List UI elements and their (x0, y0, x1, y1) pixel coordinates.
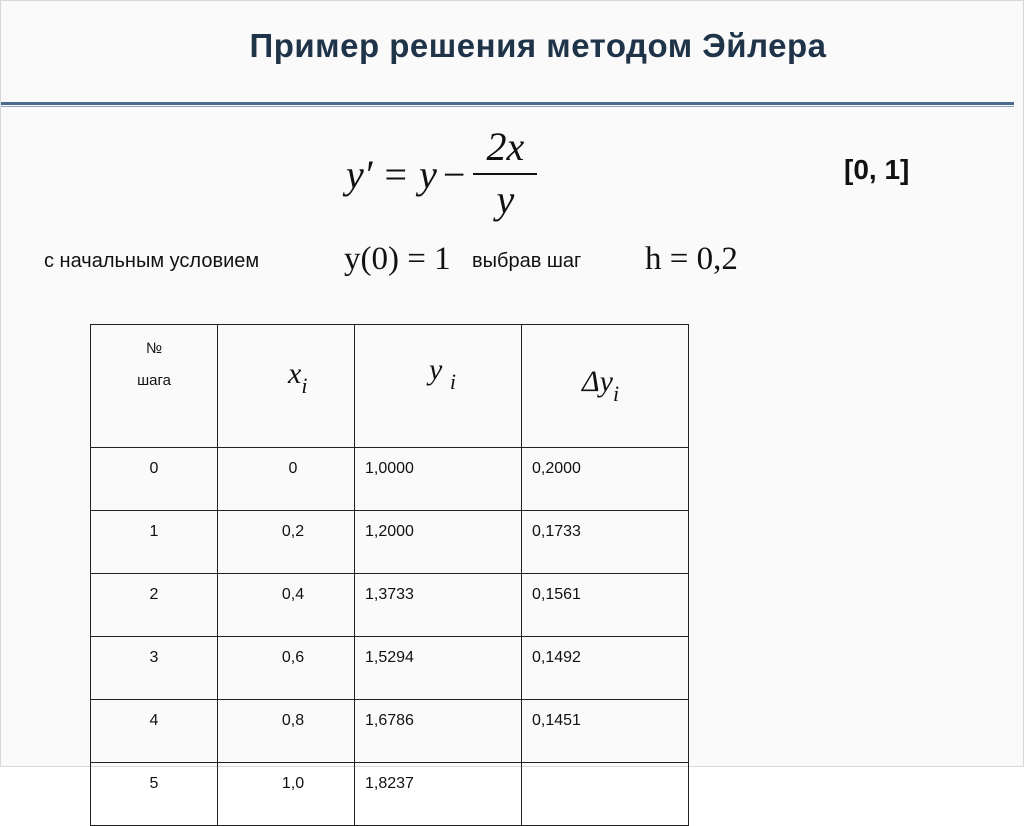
cell-x: 0,2 (218, 511, 355, 574)
cell-step: 5 (91, 763, 218, 826)
header-step-line1: № (145, 340, 163, 357)
header-x-base: x (288, 357, 302, 390)
cell-x: 0,8 (218, 700, 355, 763)
euler-table (90, 324, 689, 826)
table-row (91, 637, 689, 700)
cell-x: 1,0 (218, 763, 355, 826)
fraction-numerator: 2x (486, 124, 525, 169)
cell-dy: 0,1561 (522, 574, 689, 637)
cell-y: 1,3733 (355, 574, 522, 637)
table-row (91, 763, 689, 826)
cell-y: 1,8237 (355, 763, 522, 826)
cell-step: 3 (91, 637, 218, 700)
header-dy-symbol (582, 365, 619, 407)
initial-condition-label: с начальным условием (44, 250, 260, 272)
header-x-sub: i (301, 373, 308, 398)
slide-title: Пример решения методом Эйлера (249, 27, 827, 64)
equation-minus: − (442, 151, 466, 197)
cell-dy (522, 763, 689, 826)
title-divider-thin (1, 106, 1014, 107)
cell-step: 4 (91, 700, 218, 763)
table-row (91, 574, 689, 637)
cell-y: 1,2000 (355, 511, 522, 574)
header-delta-y (522, 325, 689, 448)
header-dy-base: Δy (582, 365, 613, 398)
interval-label: [0, 1] (844, 154, 910, 185)
header-y-base: y (429, 353, 443, 386)
table-row (91, 448, 689, 511)
title-divider-thick (1, 102, 1014, 105)
step-value (645, 241, 738, 278)
cell-dy: 0,1451 (522, 700, 689, 763)
cell-dy: 0,2000 (522, 448, 689, 511)
header-y-symbol (429, 353, 456, 395)
header-step-line2: шага (137, 372, 171, 389)
cell-y: 1,0000 (355, 448, 522, 511)
initial-condition-text: y(0) = 1 (344, 241, 451, 277)
cell-step: 1 (91, 511, 218, 574)
header-x-symbol (288, 357, 307, 399)
header-y (355, 325, 522, 448)
equation-equals: = (384, 151, 408, 197)
cell-dy: 0,1492 (522, 637, 689, 700)
table-row (91, 511, 689, 574)
table-header-row (91, 325, 689, 448)
cell-x: 0,6 (218, 637, 355, 700)
header-y-sub: i (449, 369, 456, 394)
table-row (91, 700, 689, 763)
cell-x: 0 (218, 448, 355, 511)
cell-x: 0,4 (218, 574, 355, 637)
cell-step: 0 (91, 448, 218, 511)
equation-y: y (419, 151, 437, 197)
fraction-denominator: y (496, 177, 515, 222)
step-label: выбрав шаг (472, 250, 582, 272)
header-x (218, 325, 355, 448)
equation-lhs: y′ (346, 151, 373, 197)
cell-y: 1,5294 (355, 637, 522, 700)
differential-equation (346, 119, 537, 229)
initial-condition-value (344, 241, 451, 278)
equation-fraction (473, 123, 537, 225)
step-value-text: h = 0,2 (645, 241, 738, 277)
header-dy-sub: i (612, 381, 620, 406)
cell-dy: 0,1733 (522, 511, 689, 574)
cell-step: 2 (91, 574, 218, 637)
cell-y: 1,6786 (355, 700, 522, 763)
header-step-number (91, 325, 218, 448)
